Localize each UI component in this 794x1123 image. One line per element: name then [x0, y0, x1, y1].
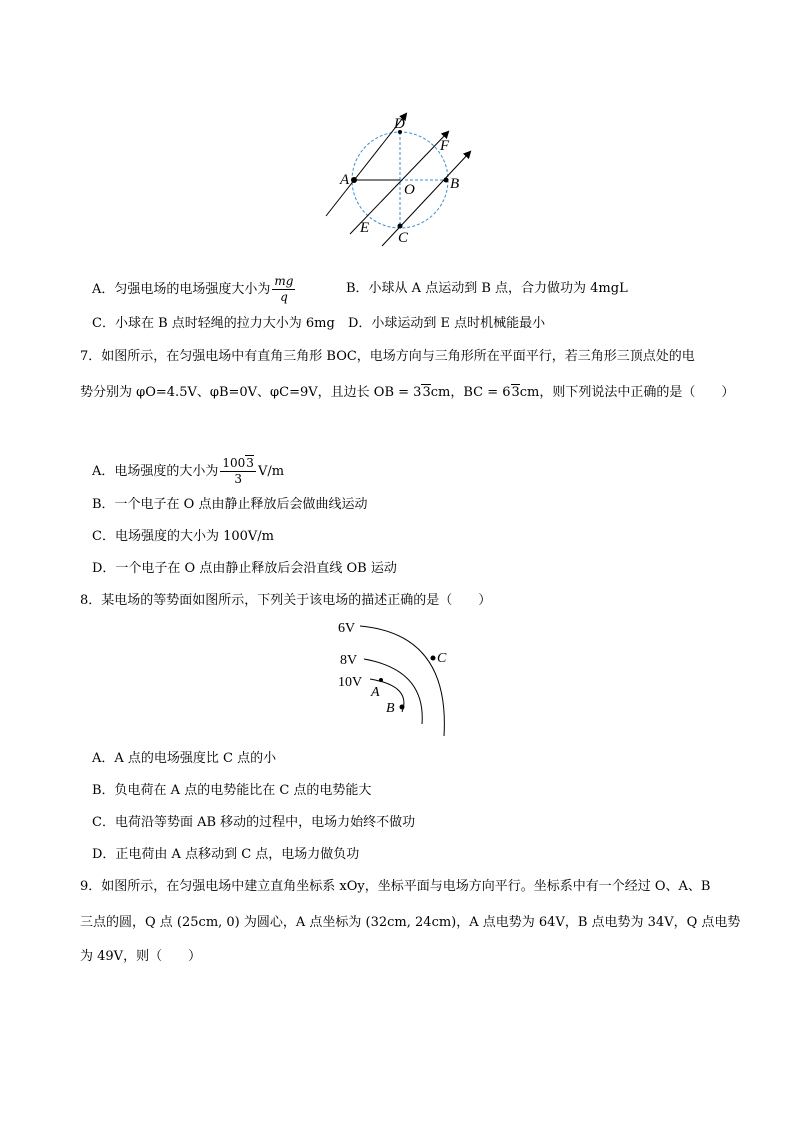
numerator-coefficient: 100 [222, 456, 246, 470]
q7-line2-part3: cm，则下列说法中正确的是（ ） [519, 385, 735, 400]
label-A: A [340, 172, 350, 188]
q7-option-b: B．一个电子在 O 点由静止释放后会做曲线运动 [92, 497, 368, 512]
q8-option-a: A．A 点的电场强度比 C 点的小 [92, 751, 277, 766]
fraction-denominator: q [280, 290, 288, 304]
fraction-numerator: mg [274, 274, 294, 288]
label-6v: 6V [338, 621, 356, 636]
point-A [351, 177, 357, 183]
q8-stem: 8．某电场的等势面如图所示，下列关于该电场的描述正确的是（ ） [80, 593, 492, 608]
label-C: C [398, 230, 409, 246]
q6-option-d: D．小球运动到 E 点时机械能最小 [348, 316, 546, 331]
point-C [398, 224, 403, 229]
numerator-sqrt: 3 [246, 456, 254, 470]
point-A [379, 678, 383, 682]
equipotential-diagram [330, 614, 470, 744]
q7-sqrt-1: 3 [422, 385, 431, 400]
q9-stem-line1: 9．如图所示，在匀强电场中建立直角坐标系 xOy，坐标平面与电场方向平行。坐标系中有一个经过 O、A、B [80, 879, 711, 894]
q6-option-c: C．小球在 B 点时轻绳的拉力大小为 6mg [92, 316, 335, 331]
label-C: C [437, 651, 447, 666]
field-line-right [382, 152, 470, 246]
q6-option-b: B．小球从 A 点运动到 B 点，合力做功为 4mgL [346, 281, 628, 296]
label-E: E [360, 220, 370, 236]
q6-option-a-text: A．匀强电场的电场强度大小为 [92, 282, 271, 297]
q9-stem-line3: 为 49V，则（ ） [80, 949, 202, 964]
label-10v: 10V [338, 675, 363, 690]
fraction-numerator [220, 456, 256, 472]
q7-stem-line2 [80, 384, 734, 402]
label-8v: 8V [340, 653, 358, 668]
point-B [400, 705, 405, 710]
q7-option-a-text: A．电场强度的大小为 [92, 464, 219, 479]
fraction-denominator: 3 [234, 472, 242, 486]
label-F: F [440, 138, 450, 154]
q7-option-d: D．一个电子在 O 点由静止释放后会沿直线 OB 运动 [92, 561, 397, 576]
q7-stem-line1: 7．如图所示，在匀强电场中有直角三角形 BOC，电场方向与三角形所在平面平行，若三角形三顶点处的电 [80, 349, 695, 364]
q7-line2-part2: cm，BC = 6 [430, 385, 511, 400]
point-B [444, 178, 449, 183]
q7-line2-part1: 势分别为 φO=4.5V、φB=0V、φC=9V，且边长 OB = 3 [80, 385, 422, 400]
q8-option-d: D．正电荷由 A 点移动到 C 点，电场力做负功 [92, 847, 360, 862]
q8-option-b: B．负电荷在 A 点的电势能比在 C 点的电势能大 [92, 783, 372, 798]
q7-sqrt-2: 3 [511, 385, 520, 400]
q7-option-a-fraction [220, 456, 256, 487]
q6-option-a [92, 274, 297, 305]
label-O: O [404, 182, 415, 198]
label-A: A [371, 685, 380, 700]
q7-option-c: C．电场强度的大小为 100V/m [92, 529, 274, 544]
q6-option-a-fraction [272, 274, 295, 305]
q8-option-c: C．电荷沿等势面 AB 移动的过程中，电场力始终不做功 [92, 815, 416, 830]
equipotential-6v [360, 626, 444, 736]
point-C [431, 656, 436, 661]
circle-field-diagram [320, 110, 490, 260]
q7-option-a-unit: V/m [257, 464, 285, 479]
label-D: D [394, 116, 405, 132]
label-B: B [386, 701, 395, 716]
label-B: B [450, 176, 460, 192]
q9-stem-line2: 三点的圆，Q 点 (25cm, 0) 为圆心，A 点坐标为 (32cm, 24cm)，A 点电势为 64V，B 点电势为 34V，Q 点电势 [80, 915, 741, 930]
q7-option-a [92, 456, 284, 487]
